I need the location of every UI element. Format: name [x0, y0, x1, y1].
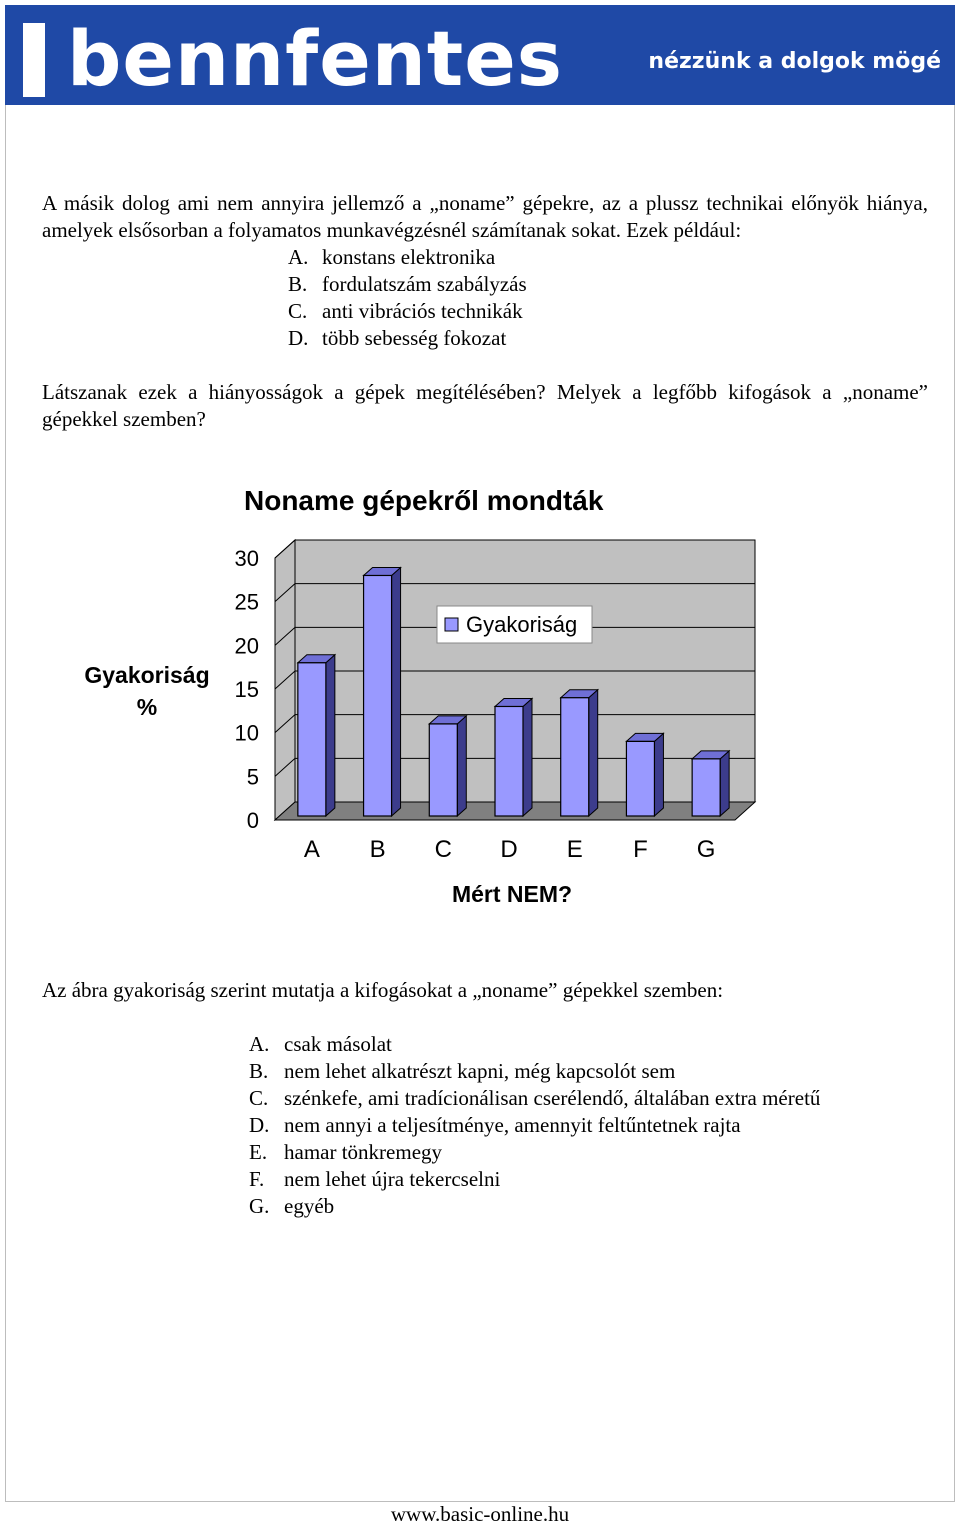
x-tick-label: F — [633, 836, 648, 863]
y-tick-label: 15 — [234, 677, 259, 702]
bar — [429, 724, 457, 816]
bar — [495, 706, 523, 816]
explanation-paragraph: Az ábra gyakoriság szerint mutatja a kifogásokat a „noname” gépekkel szemben: — [42, 978, 724, 1002]
y-axis-label — [84, 662, 209, 720]
list-item: B. fordulatszám szabályzás — [288, 272, 527, 296]
intro-question: Látszanak ezek a hiányosságok a gépek megítélésében? Melyek a legfőbb kifogások a „noname” gépekkel szemben? — [42, 380, 928, 431]
bar — [692, 759, 720, 816]
list-item: C. szénkefe, ami tradícionálisan cserélendő, általában extra méretű — [249, 1086, 821, 1110]
logo-bar — [23, 23, 45, 97]
list-item: E. hamar tönkremegy — [249, 1140, 443, 1164]
intro-paragraph: A másik dolog ami nem annyira jellemző a „noname” gépekre, az a plussz technikai előnyök hiánya, amelyek elsősorban a folyamatos munkavégzésnél számítanak sokat. Ezek például: — [42, 191, 928, 242]
bar-side — [589, 690, 598, 816]
bar-chart — [0, 520, 960, 960]
list-item: G. egyéb — [249, 1194, 335, 1218]
bar — [626, 741, 654, 816]
footer-url[interactable]: www.basic-online.hu — [390, 1502, 570, 1526]
x-tick-label: D — [500, 836, 518, 863]
explanation-list — [249, 1031, 820, 1220]
x-tick-label: E — [566, 836, 583, 863]
x-tick-label: B — [369, 836, 386, 863]
y-tick-label: 10 — [234, 720, 259, 746]
bar-side — [326, 655, 335, 816]
list-item: D. több sebesség fokozat — [288, 326, 507, 350]
chart-title: Noname gépekről mondták — [244, 485, 604, 516]
y-tick-label: 0 — [246, 808, 259, 833]
site-slogan: nézzünk a dolgok mögé — [648, 49, 941, 74]
list-item: B. nem lehet alkatrészt kapni, még kapcsolót sem — [249, 1059, 676, 1083]
bar — [298, 663, 326, 816]
site-logo[interactable]: bennfentes — [67, 14, 563, 103]
list-item: A. konstans elektronika — [288, 245, 496, 269]
list-item: F. nem lehet újra tekercselni — [249, 1167, 501, 1191]
y-tick-label: 5 — [246, 764, 259, 790]
x-tick-label: G — [696, 836, 716, 863]
y-tick-label: 30 — [234, 546, 259, 571]
y-tick-label: 25 — [234, 589, 259, 615]
bar-side — [457, 716, 466, 816]
list-item: D. nem annyi a teljesítménye, amennyit feltűntetnek rajta — [249, 1113, 741, 1137]
y-axis-label-line: Gyakoriság — [84, 662, 210, 688]
bar-side — [654, 733, 663, 816]
x-tick-label: C — [434, 836, 452, 863]
bar — [364, 575, 392, 816]
legend-swatch — [445, 618, 458, 631]
bar-side — [720, 751, 729, 816]
bar — [561, 698, 589, 816]
legend-label: Gyakoriság — [466, 612, 578, 637]
y-tick-label: 20 — [234, 633, 259, 659]
x-tick-label: A — [303, 836, 320, 863]
bar-side — [392, 567, 401, 816]
y-axis-label-line: % — [136, 694, 158, 720]
header-banner — [5, 5, 955, 105]
x-axis-label: Mért NEM? — [451, 881, 573, 907]
bar-side — [523, 698, 532, 816]
list-item: C. anti vibrációs technikák — [288, 299, 523, 323]
intro-list — [288, 244, 527, 352]
list-item: A. csak másolat — [249, 1032, 392, 1056]
